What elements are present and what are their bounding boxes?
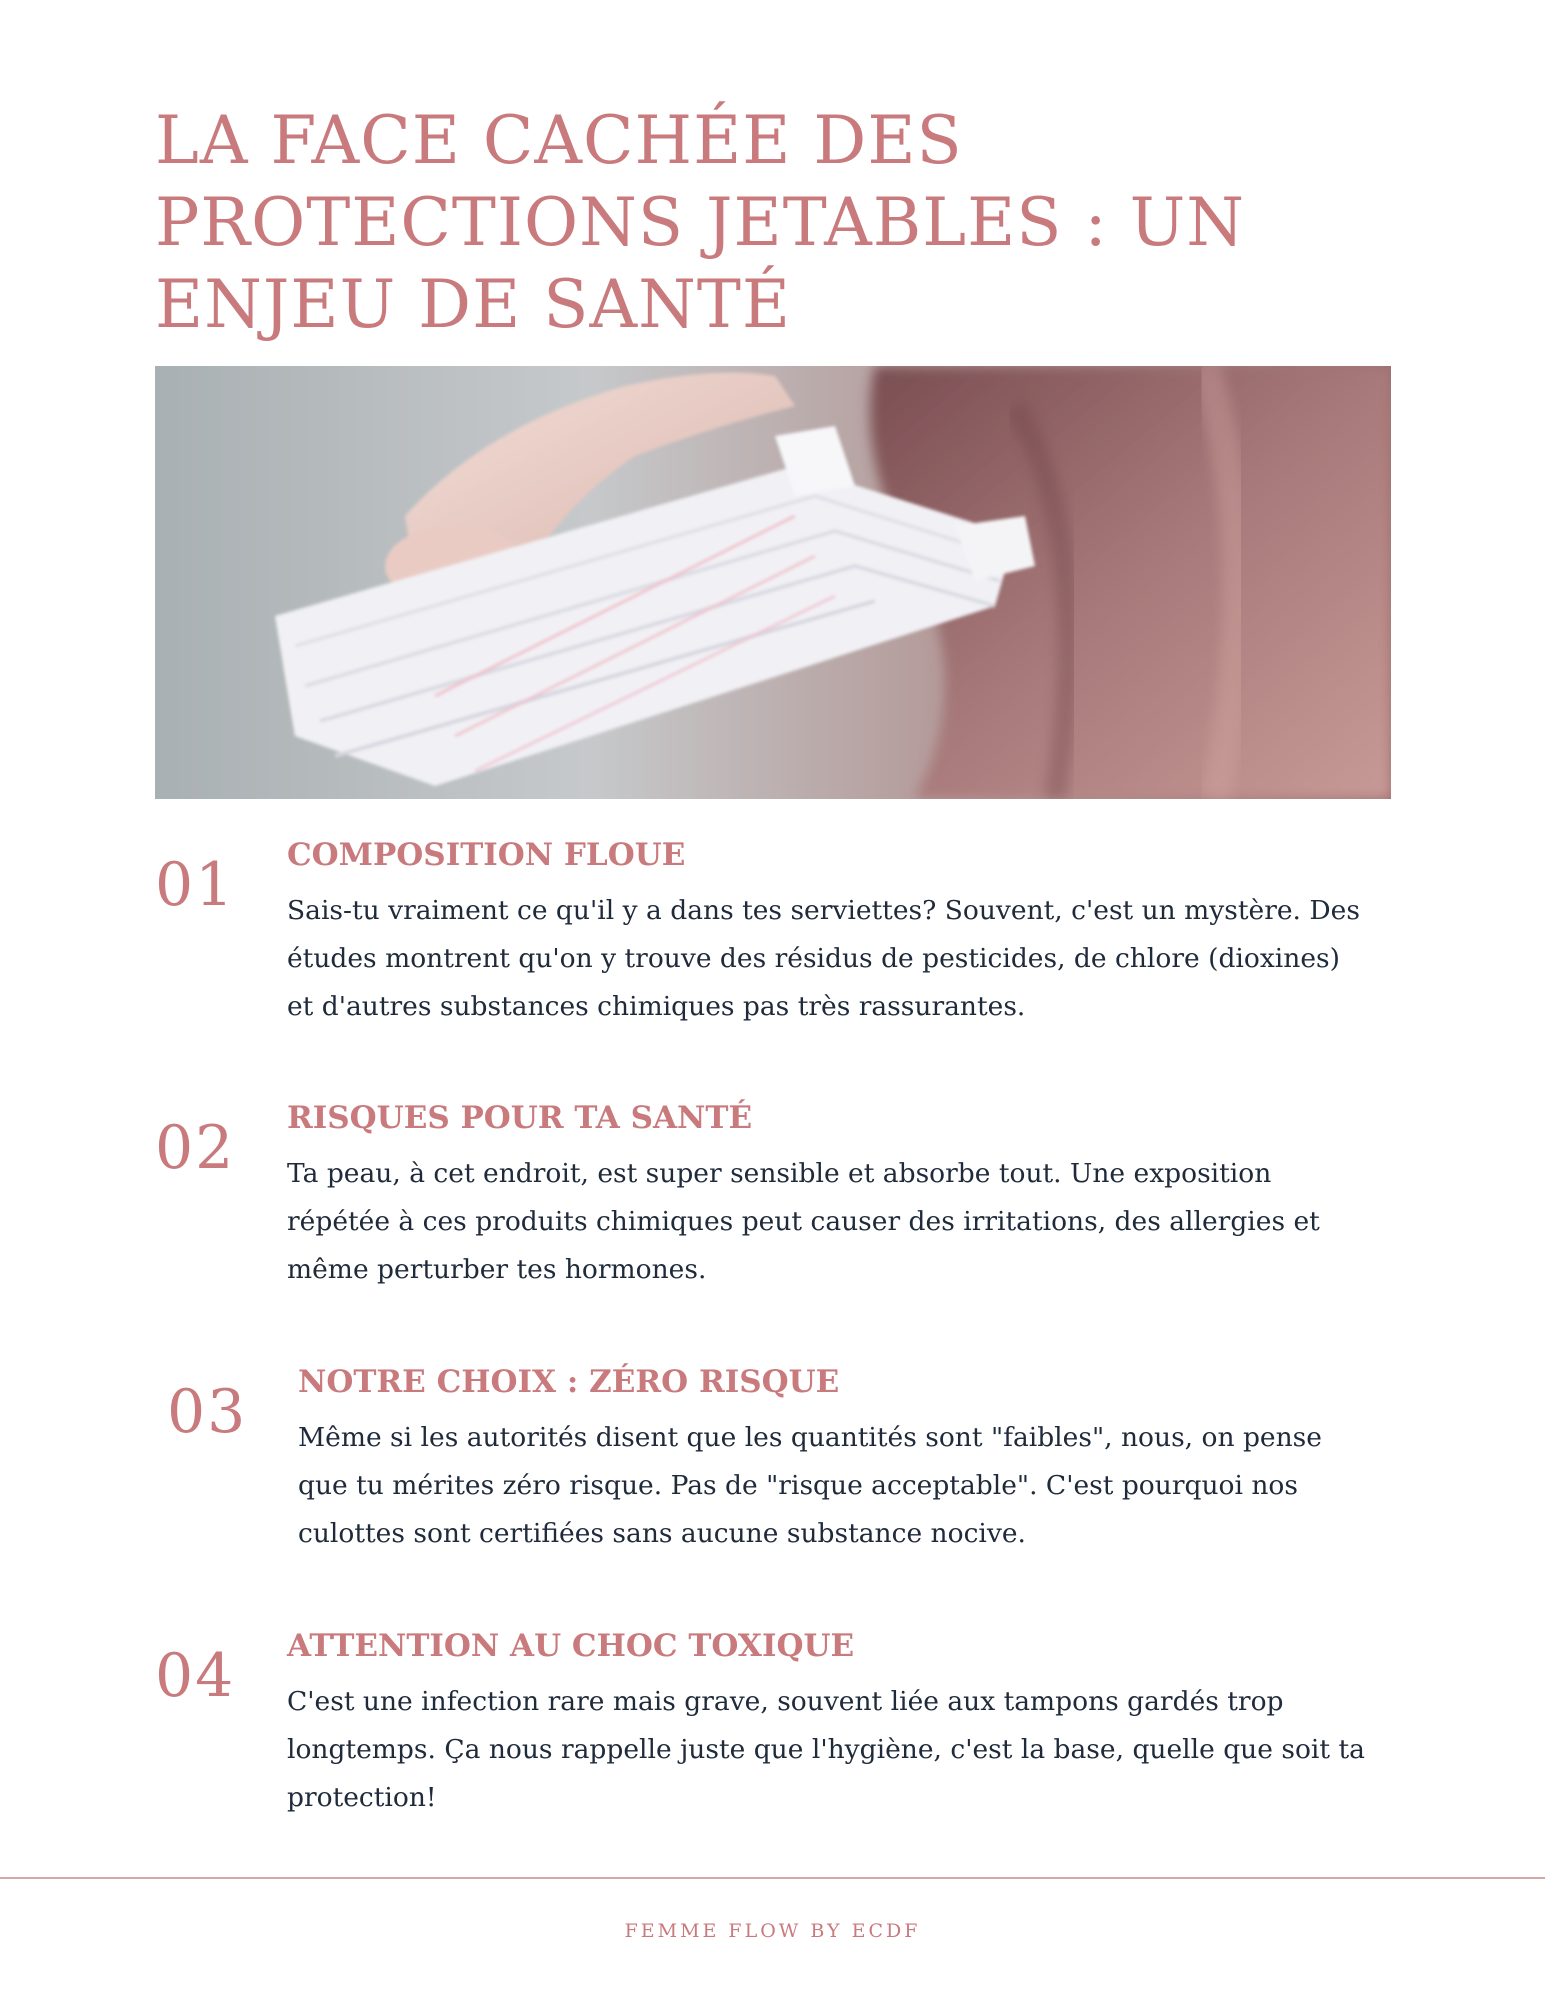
item-heading: RISQUES POUR TA SANTÉ [287, 1100, 753, 1136]
item-text: Ta peau, à cet endroit, est super sensible et absorbe tout. Une exposition répétée à ces produits chimiques peut causer des irritations, des allergies et même perturber tes hormones. [287, 1158, 1320, 1285]
item-text: Même si les autorités disent que les quantités sont "faibles", nous, on pense que tu mérites zéro risque. Pas de "risque acceptable". C'est pourquoi nos culottes sont certifiées sans aucune substance nocive. [298, 1422, 1322, 1549]
item-text: C'est une infection rare mais grave, souvent liée aux tampons gardés trop longtemps. Ça nous rappelle juste que l'hygiène, c'est la base, quelle que soit ta protection! [287, 1686, 1365, 1813]
item-number: 03 [167, 1377, 248, 1447]
item-text: Sais-tu vraiment ce qu'il y a dans tes serviettes? Souvent, c'est un mystère. Des études montrent qu'on y trouve des résidus de pesticides, de chlore (dioxines) et d'autres substances chimiques pas très rassurantes. [287, 895, 1360, 1022]
page-title: LA FACE CACHÉE DES PROTECTIONS JETABLES : UN ENJEU DE SANTÉ [155, 102, 1246, 343]
hero-image [155, 366, 1391, 799]
item-heading: NOTRE CHOIX : ZÉRO RISQUE [298, 1364, 840, 1400]
footer-brand: FEMME FLOW BY ECDF [624, 1920, 921, 1942]
item-number: 02 [155, 1113, 236, 1183]
hero-photo-illustration [155, 366, 1391, 799]
item-number: 04 [155, 1641, 236, 1711]
item-heading: ATTENTION AU CHOC TOXIQUE [287, 1628, 855, 1664]
item-number: 01 [155, 850, 236, 920]
footer-divider [0, 1877, 1545, 1879]
item-heading: COMPOSITION FLOUE [287, 837, 686, 873]
